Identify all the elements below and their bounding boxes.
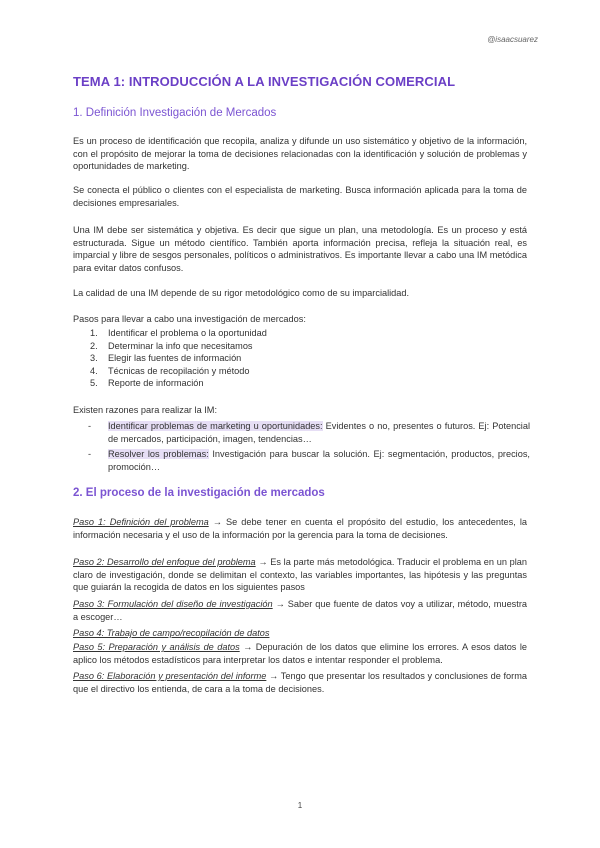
list-item: 1. Identificar el problema o la oportunidad — [90, 328, 267, 338]
process-step: Paso 5: Preparación y análisis de datos → Depuración de los datos que elimine los errores. A esos datos le aplico los métodos estadísticos para interpretar los datos e intentar responder el problema. — [73, 642, 527, 665]
process-step: Paso 2: Desarrollo del enfoque del problema → Es la parte más metodológica. Traducir el problema en un plan claro de investigación, donde se delimitan el contexto, las variables importantes, las hipótesis y las preguntas que guiarán la recogida de datos en los siguientes pasos — [73, 557, 527, 593]
paragraph: Se conecta el público o clientes con el especialista de marketing. Busca información aplicada para la toma de decisiones empresariales. — [73, 185, 527, 208]
paragraph: La calidad de una IM depende de su rigor metodológico como de su imparcialidad. — [73, 288, 410, 298]
reasons-intro: Existen razones para realizar la IM: — [73, 405, 217, 415]
steps-list — [90, 327, 267, 390]
section-2-heading: 2. El proceso de la investigación de mercados — [73, 487, 325, 499]
steps-intro: Pasos para llevar a cabo una investigación de mercados: — [73, 314, 306, 324]
list-item: 3. Elegir las fuentes de información — [90, 353, 242, 364]
section-1-heading: 1. Definición Investigación de Mercados — [73, 107, 277, 119]
list-item: - Identificar problemas de marketing u oportunidades: Evidentes o no, presentes o futuros. Ej: Potencial de mercados, participación, imagen, tendencias… — [88, 421, 531, 444]
page-title: TEMA 1: INTRODUCCIÓN A LA INVESTIGACIÓN COMERCIAL — [73, 74, 456, 89]
reasons-list — [88, 420, 530, 473]
highlighted-term: Identificar problemas de marketing u oportunidades: — [108, 421, 323, 431]
process-step: Paso 3: Formulación del diseño de investigación → Saber que fuente de datos voy a utilizar, método, muestra a escoger… — [73, 599, 527, 622]
process-step: Paso 6: Elaboración y presentación del informe → Tengo que presentar los resultados y conclusiones de forma que el directivo los entienda, de cara a la toma de decisiones. — [73, 671, 527, 694]
list-item: 4. Técnicas de recopilación y método — [90, 365, 250, 376]
process-step: Paso 4: Trabajo de campo/recopilación de datos — [73, 628, 270, 638]
list-item: 5. Reporte de información — [90, 378, 204, 389]
author-handle: @isaacsuarez — [487, 35, 538, 44]
paragraph: Es un proceso de identificación que recopila, analiza y difunde un uso sistemático y objetivo de la información, con el propósito de mejorar la toma de decisiones relacionadas con la identificación y solución de problemas y oportunidades de marketing. — [73, 136, 527, 172]
highlighted-term: Resolver los problemas: — [108, 449, 209, 460]
list-item: 2. Determinar la info que necesitamos — [90, 340, 253, 351]
process-step: Paso 1: Definición del problema → Se debe tener en cuenta el propósito del estudio, los antecedentes, la información necesaria y el uso de la información por la gerencia para la toma de decisiones. — [73, 517, 527, 540]
page-number: 1 — [297, 801, 303, 810]
list-item: - Resolver los problemas: Investigación para buscar la solución. Ej: segmentación, productos, precios, promoción… — [88, 449, 530, 472]
paragraph: Una IM debe ser sistemática y objetiva. Es decir que sigue un plan, una metodología. Es un proceso y está estructurada. Sigue un método científico. También aporta información precisa, refleja la situación real, es imparcial y libre de sesgos personales, políticos o administrativos. Es importante llevar a cabo una IM metódica para evitar datos confusos. — [73, 225, 527, 273]
